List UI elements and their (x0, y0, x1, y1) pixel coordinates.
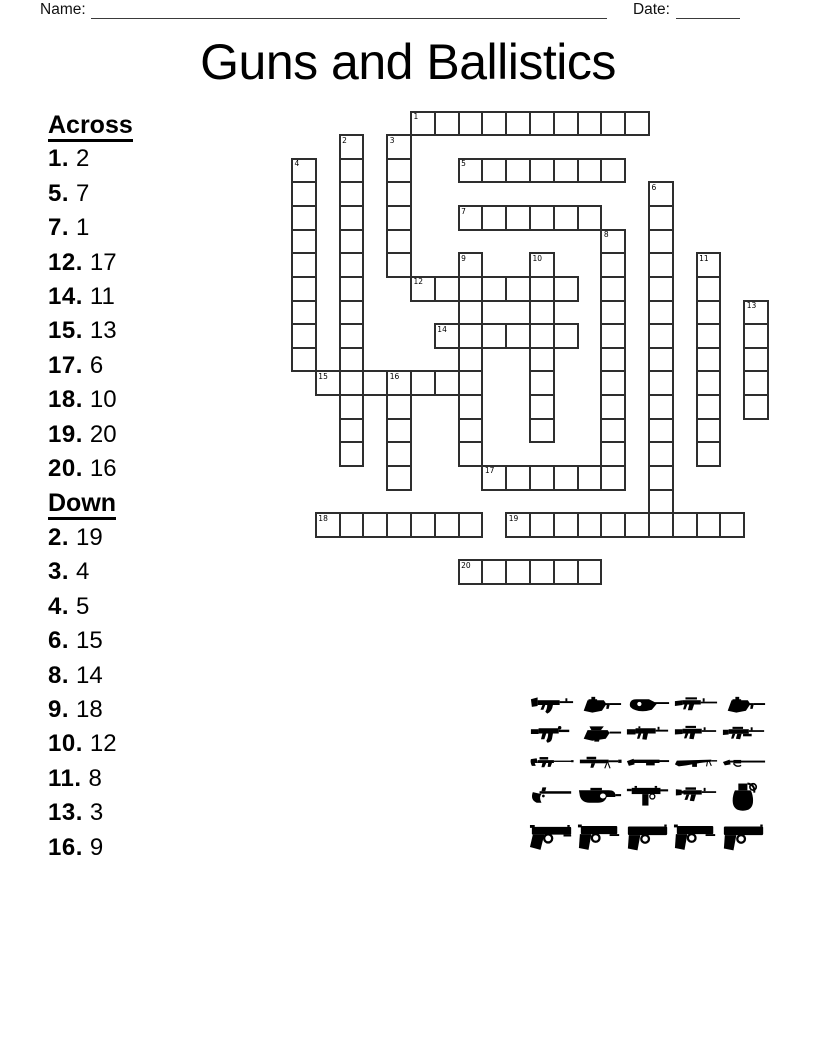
clue-item (48, 142, 133, 176)
crossword-cell[interactable] (339, 370, 365, 396)
grenade-icon (720, 777, 768, 814)
crossword-cell[interactable] (505, 205, 531, 231)
crossword-cell[interactable] (553, 512, 579, 538)
cell-number: 6 (651, 182, 657, 192)
clue-answer: 10 (89, 386, 117, 414)
crossword-cell[interactable] (696, 300, 722, 326)
clue-number: 10. (48, 730, 83, 758)
clue-number: 11. (48, 764, 82, 792)
clue-answer: 8 (88, 764, 102, 792)
scar-rifle-icon (624, 719, 672, 748)
crossword-cell[interactable] (529, 276, 555, 302)
crossword-cell[interactable] (434, 276, 460, 302)
crossword-cell[interactable] (481, 323, 507, 349)
clue-answer: 9 (89, 833, 104, 861)
cell-number: 19 (508, 513, 519, 523)
clue-number: 19. (48, 420, 83, 448)
crossword-cell[interactable] (529, 205, 555, 231)
clue-answer: 1 (76, 214, 90, 242)
crossword-cell[interactable] (624, 111, 650, 137)
crossword-cell[interactable] (624, 512, 650, 538)
clue-number: 4. (48, 592, 70, 620)
crossword-cell[interactable] (505, 111, 531, 137)
cell-number: 11 (699, 253, 709, 263)
clue-answer: 18 (76, 695, 103, 723)
clue-number: 6. (48, 627, 70, 655)
crossword-cell[interactable] (458, 418, 484, 444)
worksheet-header (40, 1, 740, 19)
cell-number: 5 (461, 159, 466, 169)
crossword-cell[interactable] (458, 441, 484, 467)
clue-number: 13. (48, 799, 83, 827)
cell-number: 12 (413, 277, 424, 287)
crossword-cell[interactable] (386, 394, 412, 420)
crossword-cell[interactable] (600, 512, 626, 538)
crossword-cell[interactable] (339, 181, 365, 207)
pistol-1911-icon (528, 814, 576, 858)
clue-number: 14. (48, 283, 83, 311)
clue-item (48, 555, 133, 589)
crossword-cell[interactable] (553, 276, 579, 302)
crossword-cell[interactable] (339, 441, 365, 467)
crossword-cell[interactable] (505, 559, 531, 585)
uzi-icon (624, 777, 672, 814)
clue-item (48, 177, 133, 211)
crossword-cell[interactable] (339, 158, 365, 184)
clue-item (48, 211, 133, 245)
cell-number: 14 (437, 324, 447, 334)
clue-answer: 2 (76, 145, 90, 173)
crossword-cell[interactable] (600, 418, 626, 444)
clue-answer: 14 (76, 661, 103, 689)
m4-carbine-icon (672, 777, 720, 814)
crossword-cell[interactable] (458, 323, 484, 349)
pistol-modern-icon (624, 814, 672, 858)
page-title: Guns and Ballistics (200, 34, 616, 90)
across-clue-list (48, 142, 133, 486)
crossword-cell[interactable] (386, 465, 412, 491)
crossword-cell[interactable] (458, 252, 484, 278)
crossword-cell[interactable] (743, 370, 769, 396)
crossword-cell[interactable] (458, 111, 484, 137)
clue-answer: 19 (76, 523, 103, 551)
crossword-cell[interactable] (458, 205, 484, 231)
crossword-cell[interactable] (481, 465, 507, 491)
gun-gallery-row (528, 777, 768, 814)
clue-answer: 16 (89, 455, 117, 483)
crossword-cell[interactable] (648, 512, 674, 538)
clue-number: 2. (48, 523, 70, 551)
crossword-cell[interactable] (648, 370, 674, 396)
crossword-cell[interactable] (553, 158, 579, 184)
clue-item (48, 624, 133, 658)
crossword-cell[interactable] (339, 323, 365, 349)
crossword-cell[interactable] (743, 394, 769, 420)
crossword-cell[interactable] (648, 205, 674, 231)
crossword-cell[interactable] (529, 158, 555, 184)
crossword-cell[interactable] (505, 465, 531, 491)
crossword-cell[interactable] (696, 347, 722, 373)
crossword-cell[interactable] (339, 512, 365, 538)
glock-pistol-icon (720, 814, 768, 858)
pump-shotgun-icon (624, 748, 672, 777)
gun-reference-gallery (528, 690, 768, 858)
clue-item (48, 762, 133, 796)
crossword-cell[interactable] (553, 111, 579, 137)
crossword-cell[interactable] (434, 111, 460, 137)
clue-item (48, 280, 133, 314)
clue-number: 20. (48, 455, 83, 483)
clue-item (48, 831, 133, 865)
crossword-cell[interactable] (696, 370, 722, 396)
crossword-cell[interactable] (696, 441, 722, 467)
clue-item (48, 418, 133, 452)
crossword-cell[interactable] (600, 276, 626, 302)
crossword-cell[interactable] (648, 418, 674, 444)
name-blank-line[interactable] (91, 2, 607, 19)
cell-number: 1 (413, 112, 419, 121)
down-clue-list (48, 521, 133, 865)
crossword-cell[interactable] (553, 205, 579, 231)
crossword-cell[interactable] (386, 158, 412, 184)
clue-item (48, 659, 133, 693)
clue-item (48, 349, 133, 383)
down-heading: Down (48, 486, 133, 520)
g36-icon (672, 719, 720, 748)
cell-number: 9 (461, 253, 466, 263)
crossword-cell[interactable] (600, 158, 626, 184)
clues-panel (48, 108, 133, 865)
steyr-aug-icon (576, 690, 624, 719)
crossword-cell[interactable] (458, 347, 484, 373)
date-blank-line[interactable] (676, 2, 740, 19)
clue-answer: 7 (76, 179, 90, 207)
clue-item (48, 452, 133, 486)
cell-number: 10 (532, 253, 543, 263)
crossword-cell[interactable] (458, 512, 484, 538)
crossword-cell[interactable] (481, 276, 507, 302)
fn-f2000-icon (624, 690, 672, 719)
crossword-cell[interactable] (600, 441, 626, 467)
crossword-cell[interactable] (291, 347, 317, 373)
crossword-cell[interactable] (553, 559, 579, 585)
crossword-cell[interactable] (553, 323, 579, 349)
crossword-cell[interactable] (386, 512, 412, 538)
crossword-cell[interactable] (600, 394, 626, 420)
gun-gallery-row (528, 814, 768, 858)
crossword-cell[interactable] (339, 394, 365, 420)
crossword-cell[interactable] (648, 276, 674, 302)
crossword-cell[interactable] (386, 418, 412, 444)
cell-number: 8 (603, 230, 609, 240)
crossword-cell[interactable] (648, 252, 674, 278)
ak47-icon (528, 690, 576, 719)
crossword-cell[interactable] (648, 181, 674, 207)
gun-gallery-row (528, 690, 768, 719)
clue-number: 12. (48, 248, 83, 276)
crossword-cell[interactable] (600, 370, 626, 396)
m4-grenade-launcher-icon (720, 719, 768, 748)
crossword-cell[interactable] (458, 300, 484, 326)
crossword-cell[interactable] (529, 512, 555, 538)
cell-number: 16 (389, 371, 400, 381)
crossword-cell[interactable] (505, 276, 531, 302)
m14-rifle-icon (672, 748, 720, 777)
cell-number: 3 (389, 135, 395, 145)
crossword-cell[interactable] (529, 300, 555, 326)
crossword-cell[interactable] (410, 370, 436, 396)
crossword-cell[interactable] (648, 441, 674, 467)
clue-answer: 17 (89, 248, 117, 276)
crossword-cell[interactable] (315, 370, 341, 396)
crossword-cell[interactable] (434, 323, 460, 349)
crossword-cell[interactable] (529, 394, 555, 420)
crossword-cell[interactable] (339, 229, 365, 255)
crossword-cell[interactable] (529, 323, 555, 349)
crossword-cell[interactable] (696, 252, 722, 278)
crossword-cell[interactable] (577, 205, 603, 231)
crossword-cell[interactable] (434, 370, 460, 396)
clue-number: 18. (48, 386, 83, 414)
crossword-cell[interactable] (577, 111, 603, 137)
clue-item (48, 521, 133, 555)
crossword-cell[interactable] (291, 205, 317, 231)
crossword-cell[interactable] (481, 559, 507, 585)
crossword-cell[interactable] (505, 158, 531, 184)
crossword-cell[interactable] (529, 465, 555, 491)
crossword-cell[interactable] (743, 323, 769, 349)
clue-number: 1. (48, 145, 70, 173)
flintlock-pistol-icon (528, 777, 576, 814)
crossword-cell[interactable] (458, 394, 484, 420)
cell-number: 7 (461, 206, 466, 216)
crossword-cell[interactable] (386, 229, 412, 255)
cell-number: 2 (342, 135, 347, 145)
crossword-cell[interactable] (743, 300, 769, 326)
clue-item (48, 383, 133, 417)
clue-number: 8. (48, 661, 70, 689)
crossword-cell[interactable] (505, 323, 531, 349)
cell-number: 20 (461, 560, 471, 570)
crossword-cell[interactable] (362, 512, 388, 538)
p90-icon (576, 777, 624, 814)
crossword-cell[interactable] (291, 158, 317, 184)
crossword-cell[interactable] (458, 158, 484, 184)
crossword-cell[interactable] (577, 465, 603, 491)
date-label: Date: (632, 1, 670, 18)
gun-gallery-row (528, 748, 768, 777)
clue-number: 16. (48, 833, 83, 861)
crossword-cell[interactable] (529, 559, 555, 585)
m16-rifle-icon (672, 690, 720, 719)
crossword-cell[interactable] (577, 559, 603, 585)
crossword-cell[interactable] (339, 276, 365, 302)
crossword-cell[interactable] (696, 418, 722, 444)
clue-item (48, 590, 133, 624)
crossword-cell[interactable] (743, 347, 769, 373)
crossword-cell[interactable] (339, 252, 365, 278)
crossword-cell[interactable] (458, 276, 484, 302)
crossword-cell[interactable] (339, 300, 365, 326)
clue-answer: 20 (89, 420, 117, 448)
crossword-cell[interactable] (291, 323, 317, 349)
dragunov-sniper-icon (528, 748, 576, 777)
clue-answer: 12 (89, 730, 117, 758)
name-label: Name: (40, 1, 86, 18)
clue-answer: 5 (76, 592, 90, 620)
crossword-cell[interactable] (410, 276, 436, 302)
crossword-cell[interactable] (481, 205, 507, 231)
crossword-cell[interactable] (505, 512, 531, 538)
clue-item (48, 246, 133, 280)
crossword-cell[interactable] (696, 512, 722, 538)
crossword-cell[interactable] (648, 394, 674, 420)
crossword-cell[interactable] (386, 370, 412, 396)
crossword-cell[interactable] (434, 512, 460, 538)
crossword-cell[interactable] (339, 205, 365, 231)
crossword-cell[interactable] (386, 181, 412, 207)
clue-answer: 3 (89, 799, 104, 827)
crossword-cell[interactable] (458, 559, 484, 585)
crossword-cell[interactable] (648, 300, 674, 326)
crossword-cell[interactable] (696, 276, 722, 302)
cell-number: 17 (484, 466, 495, 476)
pistol-hammer-icon (576, 814, 624, 858)
cell-number: 15 (318, 371, 328, 381)
hunting-rifle-icon (720, 748, 768, 777)
crossword-cell[interactable] (577, 512, 603, 538)
crossword-cell[interactable] (339, 418, 365, 444)
gun-gallery-row (528, 719, 768, 748)
crossword-cell[interactable] (291, 181, 317, 207)
clue-item (48, 727, 133, 761)
clue-number: 17. (48, 351, 83, 379)
crossword-cell[interactable] (577, 158, 603, 184)
crossword-cell[interactable] (529, 418, 555, 444)
clue-answer: 6 (89, 351, 104, 379)
crossword-cell[interactable] (386, 134, 412, 160)
mp5-icon (528, 719, 576, 748)
crossword-cell[interactable] (410, 512, 436, 538)
crossword-cell[interactable] (648, 465, 674, 491)
crossword-cell[interactable] (386, 205, 412, 231)
clue-number: 5. (48, 179, 70, 207)
crossword-cell[interactable] (291, 229, 317, 255)
crossword-cell[interactable] (481, 111, 507, 137)
clue-number: 3. (48, 558, 70, 586)
crossword-cell[interactable] (339, 134, 365, 160)
crossword-cell[interactable] (529, 347, 555, 373)
crossword-cell[interactable] (339, 347, 365, 373)
crossword-cell[interactable] (672, 512, 698, 538)
crossword-cell[interactable] (648, 489, 674, 515)
crossword-cell[interactable] (553, 465, 579, 491)
cell-number: 13 (746, 301, 757, 311)
crossword-cell[interactable] (600, 229, 626, 255)
crossword-cell[interactable] (529, 111, 555, 137)
crossword-cell[interactable] (696, 394, 722, 420)
crossword-cell[interactable] (386, 252, 412, 278)
clue-number: 9. (48, 695, 70, 723)
famas-icon (576, 719, 624, 748)
clue-number: 7. (48, 214, 70, 242)
crossword-cell[interactable] (648, 229, 674, 255)
crossword-cell[interactable] (696, 323, 722, 349)
clue-item (48, 693, 133, 727)
crossword-cell[interactable] (362, 370, 388, 396)
crossword-cell[interactable] (529, 370, 555, 396)
crossword-cell[interactable] (600, 252, 626, 278)
crossword-cell[interactable] (410, 111, 436, 137)
clue-number: 15. (48, 317, 83, 345)
crossword-cell[interactable] (600, 300, 626, 326)
crossword-cell[interactable] (600, 465, 626, 491)
pistol-compact-icon (672, 814, 720, 858)
barrett-sniper-icon (576, 748, 624, 777)
crossword-cell[interactable] (386, 441, 412, 467)
crossword-cell[interactable] (291, 252, 317, 278)
crossword-cell[interactable] (719, 512, 745, 538)
bullpup-rifle-icon (720, 690, 768, 719)
clue-answer: 15 (76, 627, 103, 655)
crossword-cell[interactable] (529, 252, 555, 278)
crossword-cell[interactable] (648, 347, 674, 373)
clue-answer: 4 (76, 558, 90, 586)
crossword-cell[interactable] (648, 323, 674, 349)
across-heading: Across (48, 108, 133, 142)
clue-item (48, 314, 133, 348)
crossword-cell[interactable] (291, 300, 317, 326)
crossword-cell[interactable] (600, 323, 626, 349)
clue-item (48, 796, 133, 830)
crossword-cell[interactable] (291, 276, 317, 302)
cell-number: 18 (318, 513, 328, 523)
clue-answer: 11 (89, 283, 115, 311)
crossword-cell[interactable] (600, 111, 626, 137)
crossword-cell[interactable] (315, 512, 341, 538)
cell-number: 4 (294, 159, 300, 169)
crossword-cell[interactable] (481, 158, 507, 184)
crossword-cell[interactable] (600, 347, 626, 373)
crossword-cell[interactable] (458, 370, 484, 396)
clue-answer: 13 (89, 317, 117, 345)
